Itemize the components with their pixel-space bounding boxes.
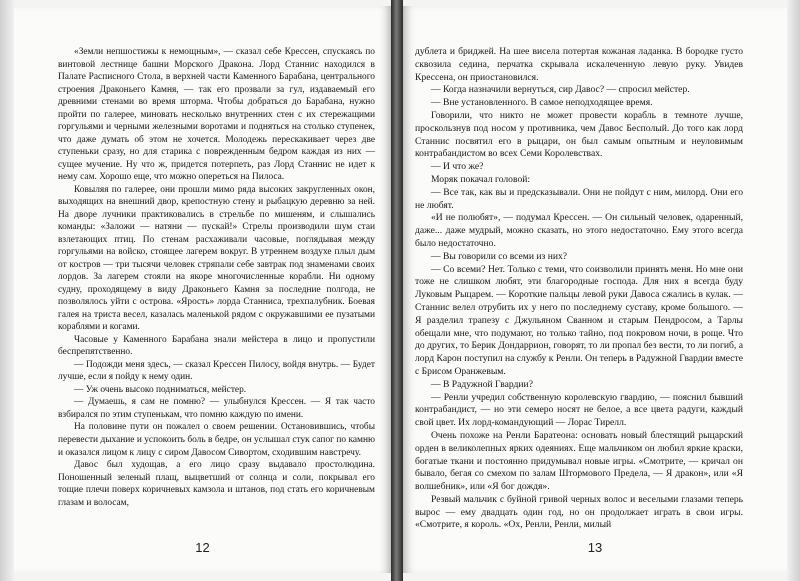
left-page <box>14 6 391 573</box>
paragraph: — Ренли учредил собственную королевскую гвардию, — пояснил бывший контрабандист, — но эти семеро носят не белое, а все цвета радуги, каждый свой цвет. Их лорд-командующий — Лорас Тирелл. <box>415 391 743 429</box>
paragraph: — Все так, как вы и предсказывали. Они не пойдут с ним, милорд. Они его не любят. <box>415 186 743 211</box>
paragraph: — Думаешь, я сам не помню? — улыбнулся Крессен. — Я так часто взбирался по этим ступенькам, что помню каждую по имени. <box>58 397 375 420</box>
paragraph: Говорили, что никто не может провести корабль в темноте лучше, проскользнув под носом у противника, чем Давос Бесполый. До того как лорд Станнис посвятил его в рыцари, он был самым опытным и неуловимым контрабандистом во всех Семи Королевствах. <box>415 109 743 160</box>
right-page-text <box>415 46 743 532</box>
paragraph: — Уж очень высоко подниматься, мейстер. <box>74 384 247 395</box>
paragraph: — Со всеми? Нет. Только с теми, что соизволили принять меня. Но мне они тоже не слишком любят, эти благородные господа. Для них я всегда буду Луковым Рыцарем. — Короткие пальцы левой руки Давоса сжались в кулак. — Станнис велел отрубить их у него по последнему суставу, кроме большого. — Я разделил трапезу с Джульяном Сванном и старым Пендросом, а Тарлы обещали мне, что подумают, но только тайно, под покровом ночи, в роще. Что до других, то Берик Дондаррион, говорят, то ли пропал без вести, то ли погиб, а лорд Карон поступил на службу к Ренли. Он теперь в Радужной Гвардии вместе с Брисом Оранжевым. <box>415 263 743 377</box>
paragraph: «И не полюбят», — подумал Крессен. — Он сильный человек, одаренный, даже... даже мудрый, можно сказать, но этого недостаточно. Ему этого всегда было недостаточно. <box>415 212 743 249</box>
paragraph: Моряк покачал головой: <box>431 173 531 185</box>
page-number: 13 <box>587 540 603 555</box>
book-spine <box>391 0 403 581</box>
paragraph: — И что же? <box>431 161 484 173</box>
left-page-text <box>58 46 375 509</box>
paragraph: Давос был худощав, а его лицо сразу выдавало простолюдина. Поношенный зеленый плащ, выцветший от солнца и соли, покрывал его тощие плечи поверх коричневых камзола и штанов, под стать его коричневым глазам и волосам, <box>58 460 375 508</box>
right-page-edge <box>787 0 800 581</box>
page-number: 12 <box>195 540 210 555</box>
paragraph: — Вне установленного. В самое неподходящее время. <box>431 97 653 109</box>
paragraph: Резвый мальчик с буйной гривой черных волос и веселыми глазами теперь вырос — ему двадцать один год, но он продолжает играть в свои игры. «Смотрите, я король. «Ох, Ренли, Ренли, милый <box>415 493 743 531</box>
right-page <box>403 6 787 573</box>
paragraph: «Земли непшостижы к немощным», — сказал себе Крессен, спускаясь по винтовой лестнице башни Морского Дракона. Лорд Станнис находился в Палате Расписного Стола, в верхней части Каменного Барабана, центрального строения Драконьего Камня, — так его прозвали за гул, издаваемый его древними стенами во время шторма. Чтобы добраться до Барабана, нужно пройти по галерее, миновать несколько внутренних стен с их стережащими горгульями и черными железными воротами и подняться на столько ступенек, что даже думать об этом не хочется. Молодежь перескакивает через две ступеньки сразу, но для старика с поврежденным бедром каждая из них — сущее мучение. Ну что ж, придется потерпеть, раз Лорд Станнис не идет к нему сам. Хорошо еще, что можно опереться на Пилоса. <box>58 47 375 183</box>
paragraph: Ковыляя по галерее, они прошли мимо ряда высоких закругленных окон, выходящих на внешний двор, крепостную стену и рыбацкую деревню за ней. На дворе лучники практиковались в стрельбе по мишеням, и слышались команды: «Заложи — натяни — пускай!» Стрелы производили шум стаи взлетающих птиц. По стенам расхаживали часовые, поглядывая между горгульями на войско, стоящее лагерем вокруг. В утреннем воздухе плыл дым от костров — три тысячи человек стряпали себе завтрак под знаменами своих лордов. За лагерем стояли на якоре многочисленные корабли. Ни одному судну, проходящему в виду Драконьего Камня за последние полгода, не позволялось уйти с острова. «Ярость» лорда Станниса, трехпалубник. Боевая галея на триста весел, казалась маленькой рядом с окружавшими ее пузатыми кораблями и когами. <box>58 184 375 333</box>
paragraph: — Подожди меня здесь, — сказал Крессен Пилосу, войдя внутрь. — Будет лучше, если я пойду к нему один. <box>58 359 375 383</box>
paragraph: — Вы говорили со всеми из них? <box>431 250 568 262</box>
left-page-edge <box>0 0 14 581</box>
paragraph: — В Радужной Гвардии? <box>431 378 533 390</box>
paragraph: На половине пути он пожалел о своем решении. Остановившись, чтобы перевести дыхание и успокоить боль в бедре, он услышал стук сапог по камню и оказался лицом к лицу с сиром Давосом Сивортом, сходившим навстречу. <box>58 422 375 458</box>
paragraph: Очень похоже на Ренли Баратеона: основать новый блестящий рыцарский орден в великолепных ярких одеяниях. Еще мальчиком он любил яркие краски, богатые ткани и постоянно придумывал новые игры. «Смотрите, — кричал он бывало, бегая со смехом по залам Штормового Предела, — Я дракон», или «Я волшебник», или «Я бог дождя». <box>415 429 743 493</box>
paragraph: — Когда назначили вернуться, сир Давос? — спросил мейстер. <box>431 84 690 96</box>
paragraph: Часовые у Каменного Барабана знали мейстера в лицо и пропустили беспрепятственно. <box>58 334 375 358</box>
paragraph: дублета и бриджей. На шее висела потертая кожаная ладанка. В бородке густо сквозила седина, перчатка скрывала искалеченную левую руку. Увидев Крессена, он приостановился. <box>415 46 743 83</box>
